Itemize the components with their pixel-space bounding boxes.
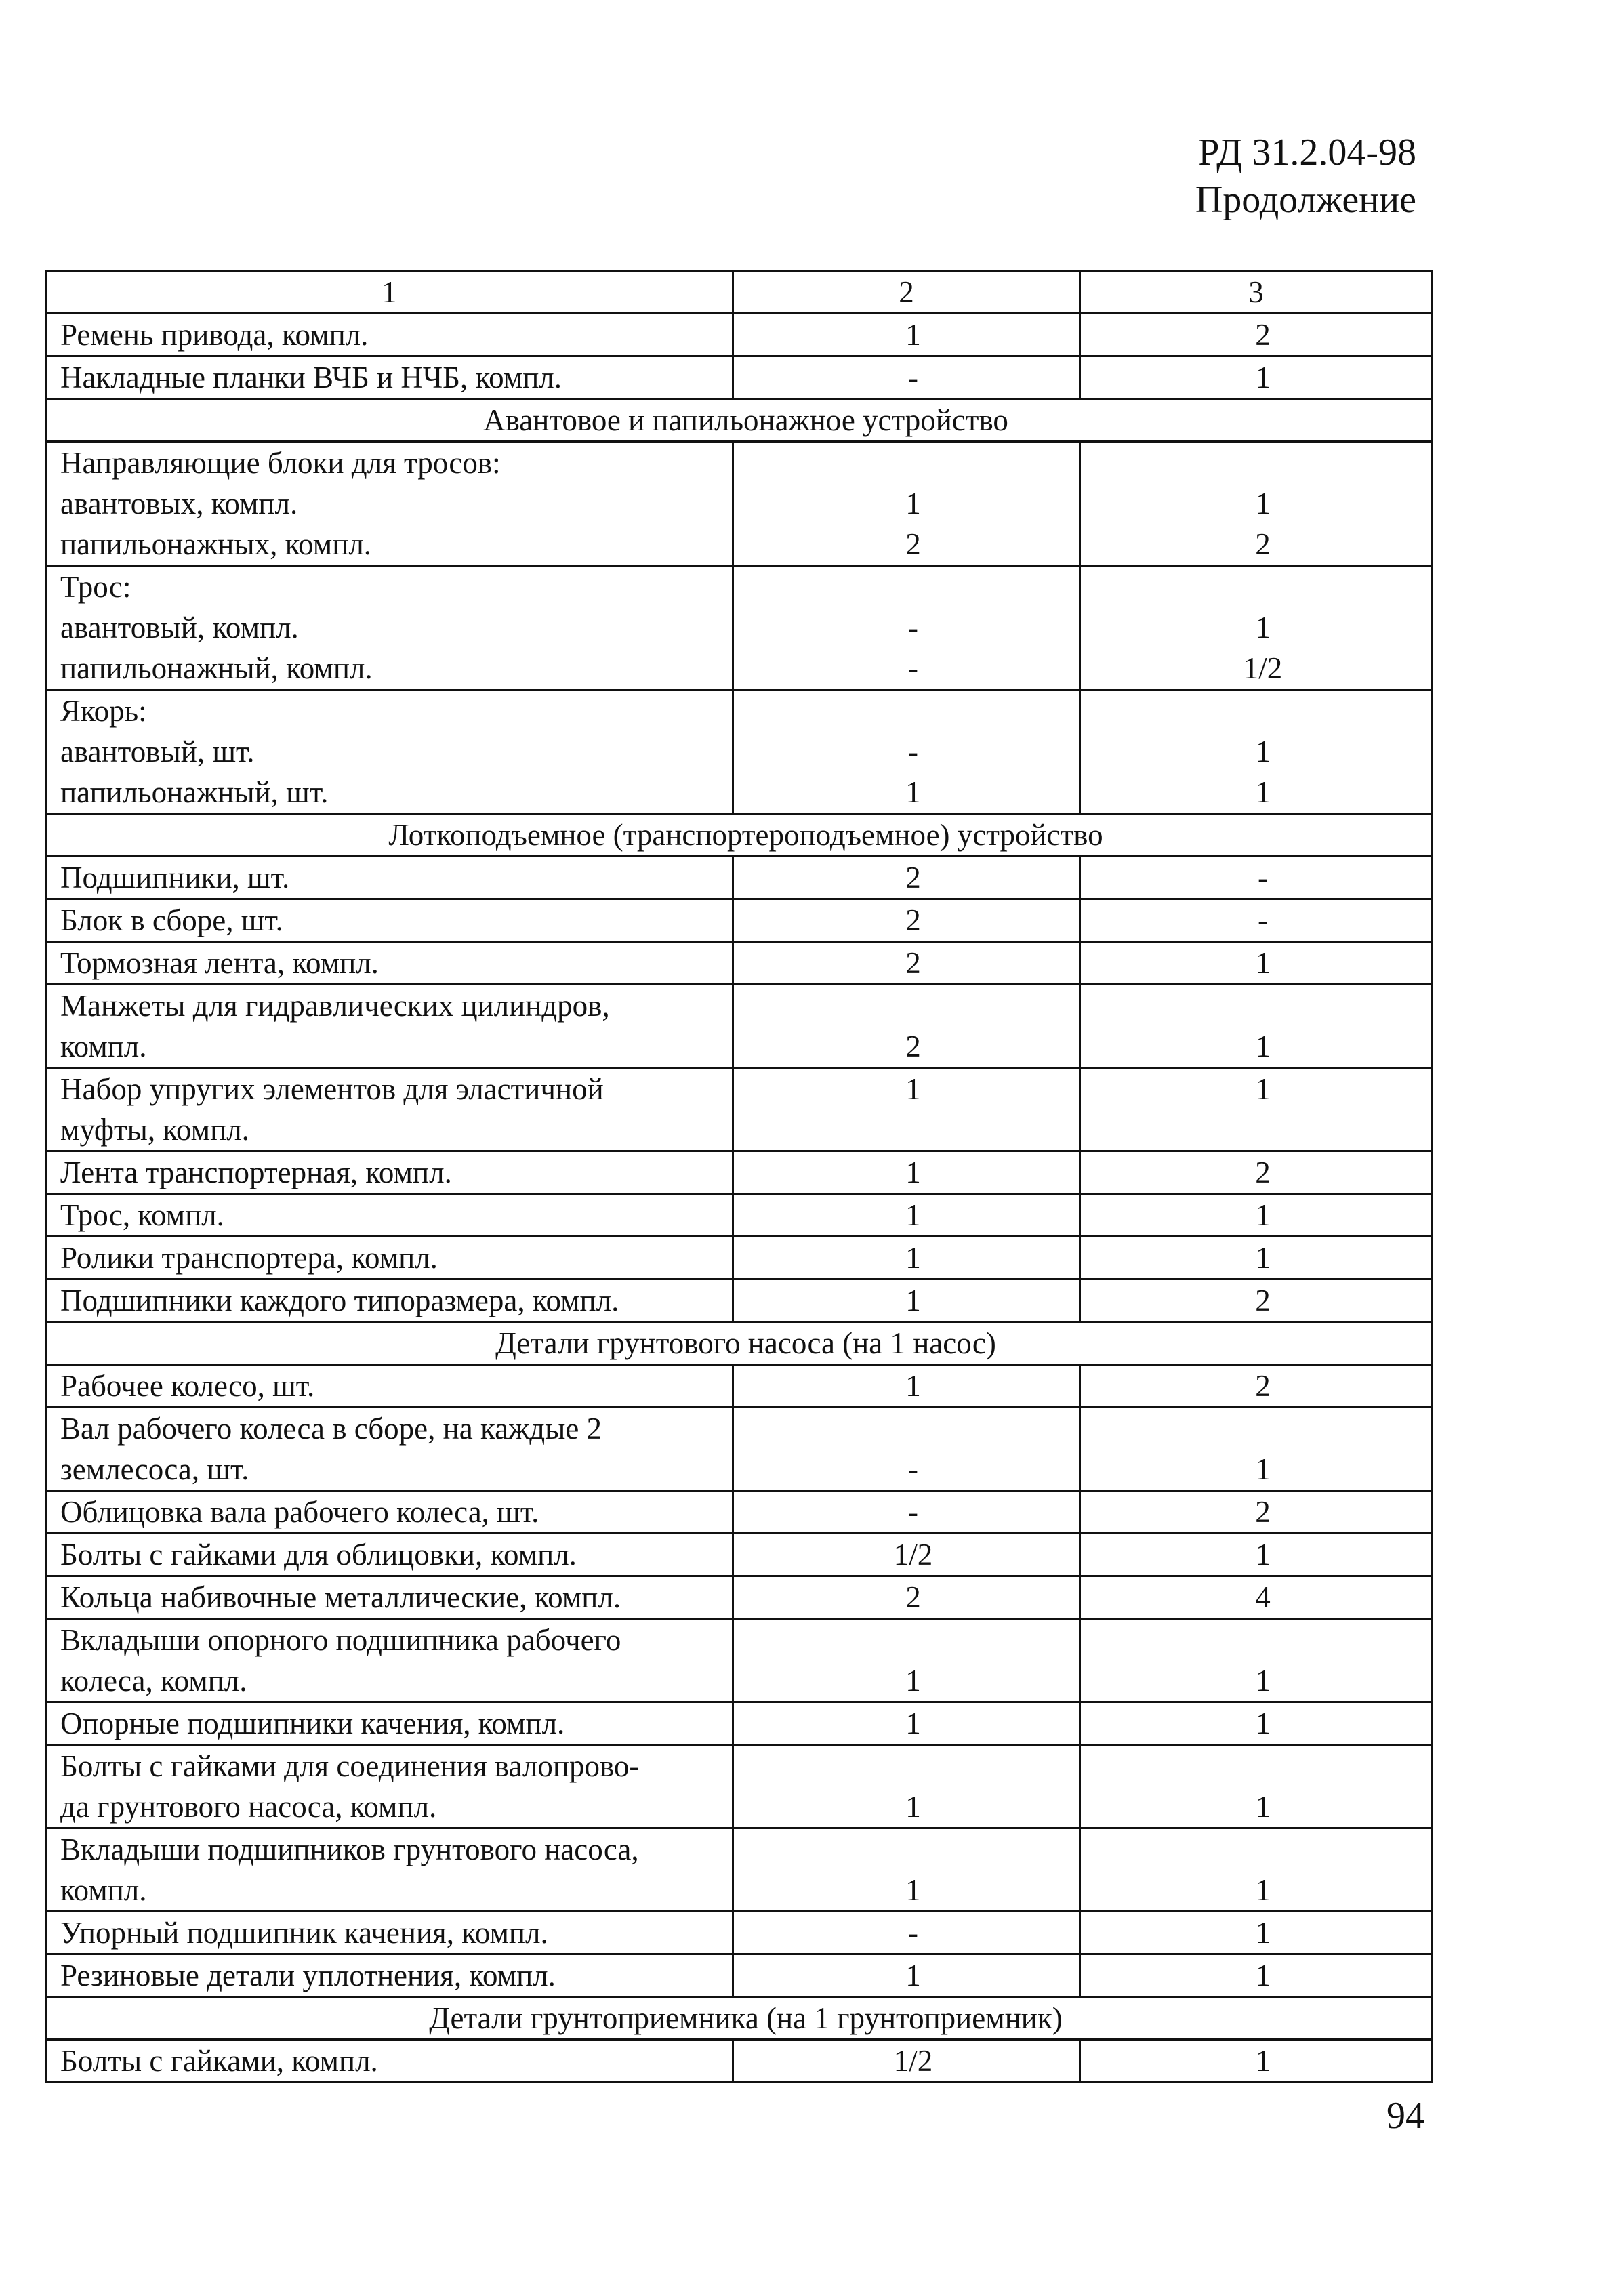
item-name-cell	[46, 1491, 733, 1534]
column-2-cell	[733, 1576, 1080, 1619]
item-name-cell-line: Подшипники каждого типоразмера, компл.	[60, 1284, 619, 1317]
column-2-cell-line	[747, 691, 1079, 731]
document-code: РД 31.2.04-98	[1198, 131, 1416, 173]
column-3-cell-line: 1	[1255, 946, 1271, 980]
column-3-cell-line: 1	[1255, 1029, 1271, 1063]
column-2-cell	[733, 690, 1080, 814]
column-3-cell-line: 2	[1255, 318, 1271, 352]
item-name-cell	[46, 1237, 733, 1279]
table-row	[46, 1491, 1433, 1534]
column-3-cell	[1080, 1954, 1433, 1997]
table-row	[46, 1408, 1433, 1491]
item-name-cell	[46, 1912, 733, 1954]
column-3-cell-line: 1	[1255, 1916, 1271, 1950]
item-name-cell-line: компл.	[60, 1873, 147, 1907]
column-header-3: 3	[1080, 271, 1433, 314]
column-2-cell-line: -	[908, 651, 918, 685]
column-2-cell-line: -	[908, 1452, 918, 1486]
item-name-cell	[46, 1745, 733, 1828]
item-name-cell-line: авантовых, компл.	[60, 487, 298, 520]
item-name-cell-line: землесоса, шт.	[60, 1452, 249, 1486]
item-name-cell-line: Вкладыши опорного подшипника рабочего	[60, 1623, 621, 1657]
table-row	[46, 356, 1433, 399]
column-2-cell-line: 1	[905, 1664, 921, 1698]
table-row	[46, 1912, 1433, 1954]
section-row	[46, 1322, 1433, 1365]
item-name-cell	[46, 2040, 733, 2083]
column-3-cell	[1080, 566, 1433, 690]
item-name-cell-line: Трос:	[60, 570, 131, 604]
column-2-cell	[733, 1954, 1080, 1997]
column-2-cell	[733, 356, 1080, 399]
column-2-cell-line	[747, 567, 1079, 607]
column-3-cell-line: 1	[1255, 1452, 1271, 1486]
column-2-cell	[733, 1408, 1080, 1491]
item-name-cell	[46, 690, 733, 814]
column-3-cell-line: 1/2	[1243, 651, 1283, 685]
table-row	[46, 2040, 1433, 2083]
column-2-cell-line: -	[908, 611, 918, 644]
table-row	[46, 690, 1433, 814]
column-3-cell-line: 2	[1255, 1495, 1271, 1529]
column-2-cell-line	[747, 985, 1079, 1026]
section-title: Детали грунтоприемника (на 1 грунтоприемник)	[46, 1997, 1433, 2040]
continuation-label: Продолжение	[1195, 179, 1416, 221]
column-2-cell	[733, 1365, 1080, 1408]
column-3-cell-line	[1094, 1829, 1431, 1870]
table-row	[46, 1534, 1433, 1576]
item-name-cell-line: авантовый, компл.	[60, 611, 299, 644]
page-number: 94	[1387, 2095, 1424, 2137]
item-name-cell	[46, 1619, 733, 1702]
column-3-cell	[1080, 1237, 1433, 1279]
item-name-cell	[46, 1365, 733, 1408]
column-2-cell	[733, 899, 1080, 942]
column-2-cell-line: 1/2	[893, 1538, 933, 1572]
column-2-cell-line: 1/2	[893, 2044, 933, 2078]
table-row	[46, 566, 1433, 690]
column-2-cell	[733, 942, 1080, 985]
section-row	[46, 814, 1433, 857]
column-3-cell-line: 1	[1255, 2044, 1271, 2078]
table-row	[46, 1237, 1433, 1279]
column-2-cell-line: -	[908, 361, 918, 394]
column-3-cell-line	[1094, 1620, 1431, 1660]
item-name-cell-line: папильонажный, компл.	[60, 651, 373, 685]
column-3-cell	[1080, 442, 1433, 566]
table-row	[46, 985, 1433, 1068]
column-2-cell	[733, 1491, 1080, 1534]
column-2-cell	[733, 1912, 1080, 1954]
column-3-cell-line: 4	[1255, 1580, 1271, 1614]
column-3-cell	[1080, 1194, 1433, 1237]
item-name-cell	[46, 1194, 733, 1237]
column-2-cell	[733, 1702, 1080, 1745]
item-name-cell-line: Вал рабочего колеса в сборе, на каждые 2	[60, 1412, 602, 1446]
column-2-cell	[733, 566, 1080, 690]
column-2-cell-line: 1	[905, 1072, 921, 1106]
column-3-cell-line: 1	[1255, 1664, 1271, 1698]
table-row	[46, 1576, 1433, 1619]
item-name-cell-line: Трос, компл.	[60, 1198, 224, 1232]
column-3-cell-line: 1	[1255, 361, 1271, 394]
column-3-cell-line: 1	[1255, 1198, 1271, 1232]
item-name-cell-line: Облицовка вала рабочего колеса, шт.	[60, 1495, 539, 1529]
column-3-cell	[1080, 1408, 1433, 1491]
column-3-cell-line: 1	[1255, 1873, 1271, 1907]
column-2-cell	[733, 1828, 1080, 1912]
table-row	[46, 1279, 1433, 1322]
table-row	[46, 942, 1433, 985]
column-2-cell-line: 1	[905, 1369, 921, 1403]
item-name-cell	[46, 1279, 733, 1322]
column-3-cell	[1080, 1068, 1433, 1151]
column-2-cell-line: -	[908, 1916, 918, 1950]
item-name-cell-line: Манжеты для гидравлических цилиндров,	[60, 989, 610, 1023]
column-header-row	[46, 271, 1433, 314]
item-name-cell-line: Лента транспортерная, компл.	[60, 1155, 452, 1189]
column-2-cell	[733, 1534, 1080, 1576]
column-3-cell-line	[1094, 1408, 1431, 1449]
item-name-cell-line: Болты с гайками, компл.	[60, 2044, 378, 2078]
column-2-cell-line: 1	[905, 1706, 921, 1740]
column-3-cell	[1080, 985, 1433, 1068]
item-name-cell-line: Резиновые детали уплотнения, компл.	[60, 1959, 556, 1992]
column-3-cell	[1080, 1619, 1433, 1702]
table-row	[46, 1745, 1433, 1828]
table-row	[46, 1068, 1433, 1151]
item-name-cell	[46, 1954, 733, 1997]
item-name-cell	[46, 1534, 733, 1576]
column-3-cell-line: 1	[1255, 1538, 1271, 1572]
column-3-cell	[1080, 1365, 1433, 1408]
item-name-cell	[46, 985, 733, 1068]
column-2-cell	[733, 2040, 1080, 2083]
item-name-cell-line: Опорные подшипники качения, компл.	[60, 1706, 565, 1740]
item-name-cell	[46, 857, 733, 899]
column-2-cell-line: -	[908, 1495, 918, 1529]
column-2-cell-line	[747, 443, 1079, 483]
column-3-cell	[1080, 2040, 1433, 2083]
column-3-cell-line: 1	[1255, 775, 1271, 809]
column-2-cell	[733, 1194, 1080, 1237]
item-name-cell-line: Болты с гайками для облицовки, компл.	[60, 1538, 577, 1572]
item-name-cell-line: Упорный подшипник качения, компл.	[60, 1916, 548, 1950]
column-3-cell	[1080, 899, 1433, 942]
item-name-cell-line: Накладные планки ВЧБ и НЧБ, компл.	[60, 361, 562, 394]
table-row	[46, 442, 1433, 566]
column-2-cell-line: 1	[905, 1284, 921, 1317]
item-name-cell-line: Подшипники, шт.	[60, 861, 290, 895]
column-2-cell-line: 1	[905, 487, 921, 520]
table-row	[46, 899, 1433, 942]
item-name-cell	[46, 1828, 733, 1912]
section-title: Авантовое и папильонажное устройство	[46, 399, 1433, 442]
spare-parts-table	[45, 270, 1433, 2083]
table-row	[46, 1619, 1433, 1702]
column-3-cell-line: -	[1258, 861, 1268, 895]
item-name-cell-line: Кольца набивочные металлические, компл.	[60, 1580, 621, 1614]
column-3-cell	[1080, 1279, 1433, 1322]
column-2-cell-line	[747, 1620, 1079, 1660]
column-2-cell-line	[747, 1408, 1079, 1449]
column-3-cell-line: -	[1258, 903, 1268, 937]
item-name-cell-line: Вкладыши подшипников грунтового насоса,	[60, 1832, 639, 1866]
column-3-cell-line: 2	[1255, 1155, 1271, 1189]
item-name-cell-line: Якорь:	[60, 694, 147, 728]
column-3-cell-line: 1	[1255, 1706, 1271, 1740]
column-3-cell-line: 1	[1255, 611, 1271, 644]
item-name-cell	[46, 1151, 733, 1194]
table-row	[46, 1828, 1433, 1912]
item-name-cell	[46, 566, 733, 690]
column-2-cell	[733, 857, 1080, 899]
column-2-cell	[733, 442, 1080, 566]
column-3-cell-line: 1	[1255, 487, 1271, 520]
column-2-cell-line: 1	[905, 1959, 921, 1992]
item-name-cell	[46, 899, 733, 942]
item-name-cell-line: Рабочее колесо, шт.	[60, 1369, 315, 1403]
section-row	[46, 399, 1433, 442]
item-name-cell	[46, 356, 733, 399]
column-2-cell-line: 2	[905, 946, 921, 980]
column-2-cell	[733, 1279, 1080, 1322]
table-row	[46, 1702, 1433, 1745]
column-3-cell-line: 2	[1255, 1284, 1271, 1317]
column-2-cell-line	[747, 1746, 1079, 1786]
column-2-cell-line: 2	[905, 527, 921, 561]
column-2-cell	[733, 1151, 1080, 1194]
column-3-cell-line	[1094, 567, 1431, 607]
column-2-cell-line: 1	[905, 1155, 921, 1189]
column-2-cell-line: -	[908, 735, 918, 768]
table-row	[46, 1365, 1433, 1408]
item-name-cell-line: Блок в сборе, шт.	[60, 903, 283, 937]
item-name-cell-line: папильонажных, компл.	[60, 527, 372, 561]
column-2-cell-line: 1	[905, 1873, 921, 1907]
column-2-cell	[733, 1745, 1080, 1828]
item-name-cell-line: Направляющие блоки для тросов:	[60, 446, 501, 480]
column-3-cell-line	[1094, 1109, 1431, 1150]
column-2-cell	[733, 1619, 1080, 1702]
item-name-cell	[46, 314, 733, 356]
column-2-cell-line: 2	[905, 1580, 921, 1614]
column-3-cell	[1080, 690, 1433, 814]
item-name-cell-line: Болты с гайками для соединения валопрово-	[60, 1749, 640, 1783]
column-3-cell-line	[1094, 985, 1431, 1026]
table-row	[46, 1194, 1433, 1237]
item-name-cell-line: муфты, компл.	[60, 1113, 249, 1147]
column-3-cell	[1080, 1491, 1433, 1534]
column-3-cell	[1080, 857, 1433, 899]
column-2-cell-line	[747, 1109, 1079, 1150]
item-name-cell-line: Ролики транспортера, компл.	[60, 1241, 438, 1275]
column-3-cell-line: 1	[1255, 735, 1271, 768]
item-name-cell-line: Ремень привода, компл.	[60, 318, 369, 352]
item-name-cell-line: папильонажный, шт.	[60, 775, 329, 809]
column-3-cell-line	[1094, 1746, 1431, 1786]
column-3-cell-line: 1	[1255, 1072, 1271, 1106]
section-title: Детали грунтового насоса (на 1 насос)	[46, 1322, 1433, 1365]
column-3-cell	[1080, 1828, 1433, 1912]
column-3-cell	[1080, 314, 1433, 356]
item-name-cell-line: Тормозная лента, компл.	[60, 946, 379, 980]
column-3-cell	[1080, 942, 1433, 985]
column-2-cell-line: 1	[905, 1790, 921, 1824]
item-name-cell-line: Набор упругих элементов для эластичной	[60, 1072, 604, 1106]
section-row	[46, 1997, 1433, 2040]
item-name-cell	[46, 1408, 733, 1491]
table-row	[46, 857, 1433, 899]
column-3-cell	[1080, 356, 1433, 399]
column-2-cell-line: 2	[905, 861, 921, 895]
column-header-2: 2	[733, 271, 1080, 314]
item-name-cell	[46, 1068, 733, 1151]
table-row	[46, 314, 1433, 356]
column-3-cell-line	[1094, 443, 1431, 483]
table-row	[46, 1954, 1433, 1997]
column-2-cell	[733, 1068, 1080, 1151]
document-header	[1195, 129, 1416, 224]
column-3-cell	[1080, 1745, 1433, 1828]
column-2-cell-line: 1	[905, 318, 921, 352]
item-name-cell	[46, 1702, 733, 1745]
column-3-cell-line: 1	[1255, 1241, 1271, 1275]
item-name-cell-line: авантовый, шт.	[60, 735, 255, 768]
column-2-cell-line: 2	[905, 1029, 921, 1063]
column-2-cell-line	[747, 1829, 1079, 1870]
column-2-cell	[733, 314, 1080, 356]
section-title: Лоткоподъемное (транспортероподъемное) устройство	[46, 814, 1433, 857]
column-header-1: 1	[46, 271, 733, 314]
item-name-cell	[46, 1576, 733, 1619]
column-3-cell-line: 1	[1255, 1790, 1271, 1824]
column-3-cell-line: 1	[1255, 1959, 1271, 1992]
item-name-cell-line: компл.	[60, 1029, 147, 1063]
table-row	[46, 1151, 1433, 1194]
column-3-cell-line	[1094, 691, 1431, 731]
column-2-cell-line: 1	[905, 1198, 921, 1232]
column-2-cell-line: 2	[905, 903, 921, 937]
item-name-cell-line: колеса, компл.	[60, 1664, 247, 1698]
item-name-cell	[46, 442, 733, 566]
column-3-cell	[1080, 1151, 1433, 1194]
column-3-cell	[1080, 1576, 1433, 1619]
column-2-cell	[733, 985, 1080, 1068]
column-3-cell-line: 2	[1255, 1369, 1271, 1403]
item-name-cell-line: да грунтового насоса, компл.	[60, 1790, 437, 1824]
column-3-cell	[1080, 1534, 1433, 1576]
column-2-cell	[733, 1237, 1080, 1279]
column-3-cell	[1080, 1702, 1433, 1745]
column-2-cell-line: 1	[905, 775, 921, 809]
column-3-cell	[1080, 1912, 1433, 1954]
item-name-cell	[46, 942, 733, 985]
column-2-cell-line: 1	[905, 1241, 921, 1275]
column-3-cell-line: 2	[1255, 527, 1271, 561]
